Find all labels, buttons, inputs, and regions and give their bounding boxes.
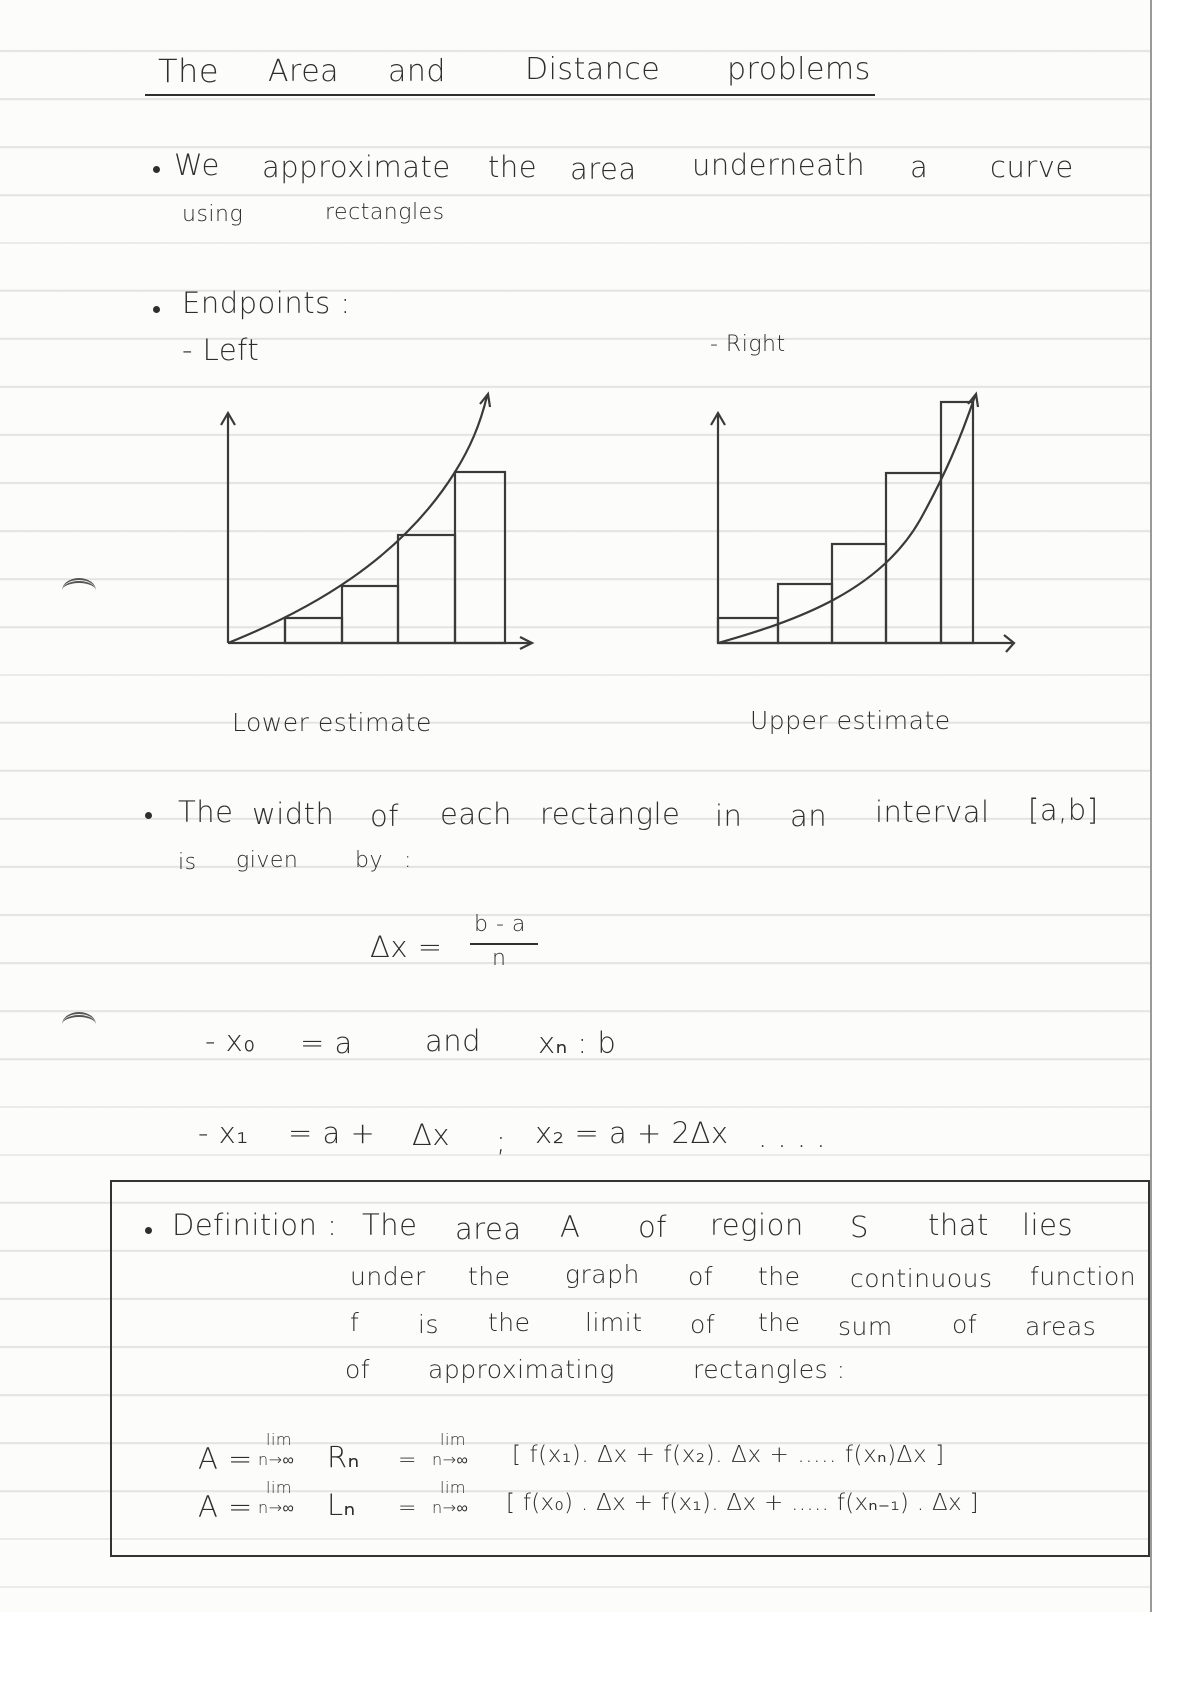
right-rectangle	[832, 544, 886, 643]
definition-word: the	[468, 1262, 511, 1291]
formula-r-lim-sub: n→∞	[258, 1450, 295, 1469]
bullet3-word: in	[715, 799, 743, 833]
title-word: Distance	[525, 52, 661, 87]
definition-word: f	[350, 1308, 360, 1337]
endpoints-label: Endpoints :	[182, 286, 351, 320]
definition-word: rectangles :	[693, 1355, 846, 1384]
definition-word: the	[758, 1308, 801, 1337]
bullet3-word: interval	[875, 795, 990, 829]
definition-box-left	[110, 1180, 112, 1557]
bullet3-word: given	[236, 848, 299, 873]
bullet3-word: :	[404, 848, 412, 873]
bullet3-word: of	[370, 799, 399, 833]
bullet1-word: We	[174, 148, 220, 182]
definition-word: continuous	[850, 1264, 993, 1293]
right-endpoint-graph	[711, 394, 1014, 652]
definition-word: of	[952, 1310, 978, 1339]
right-endpoint-label: - Right	[710, 332, 786, 357]
formula-r-term: Rₙ	[327, 1440, 360, 1474]
definition-word: sum	[838, 1312, 893, 1341]
definition-word: is	[418, 1310, 439, 1339]
bullet1-word: a	[910, 150, 929, 184]
definition-word: limit	[585, 1308, 643, 1337]
x0-value: = a	[300, 1026, 353, 1060]
interval-value: [a,b]	[1028, 793, 1099, 827]
right-rectangle	[718, 618, 778, 643]
definition-word: of	[688, 1262, 714, 1291]
left-graph-curve	[228, 396, 487, 643]
definition-word: under	[350, 1262, 426, 1291]
formula-r-lim: lim	[266, 1430, 292, 1449]
definition-word: that	[928, 1208, 989, 1242]
separator: ;	[496, 1124, 507, 1158]
definition-word: of	[690, 1310, 716, 1339]
bullet1-word: approximate	[262, 150, 451, 184]
left-rectangle	[285, 618, 342, 643]
definition-word: lies	[1022, 1208, 1074, 1242]
definition-word: the	[758, 1262, 801, 1291]
x2-term: x₂ = a + 2Δx	[535, 1116, 729, 1150]
formula-l-lim2: lim	[440, 1478, 466, 1497]
left-rectangle	[398, 535, 455, 643]
definition-word: S	[850, 1210, 869, 1244]
definition-box-bottom	[110, 1555, 1150, 1557]
definition-word: of	[345, 1355, 371, 1384]
definition-word: The	[362, 1208, 418, 1242]
and-word: and	[425, 1024, 482, 1058]
left-rectangle	[342, 586, 398, 643]
formula-r-lhs: A =	[198, 1442, 253, 1476]
right-rectangle	[941, 402, 973, 643]
definition-box-top	[110, 1180, 1150, 1182]
bullet3-word: is	[178, 850, 197, 875]
x1-value: = a +	[288, 1116, 376, 1150]
title-word: Area	[268, 54, 340, 89]
bullet-dot	[145, 812, 152, 819]
fraction-bar	[470, 943, 538, 945]
definition-label: Definition :	[172, 1208, 338, 1242]
bullet3-word: The	[178, 795, 234, 829]
delta-x-term: Δx	[412, 1118, 451, 1152]
bullet1-word: rectangles	[325, 200, 445, 225]
left-endpoint-graph	[221, 394, 532, 649]
formula-r-lim2: lim	[440, 1430, 466, 1449]
definition-word: A	[560, 1210, 581, 1244]
bullet-dot	[145, 1227, 152, 1234]
definition-box-right	[1148, 1180, 1150, 1557]
bullet1-word: using	[182, 202, 244, 227]
formula-r-sum: [ f(x₁). Δx + f(x₂). Δx + ..... f(xₙ)Δx ]	[512, 1442, 945, 1468]
title-word: The	[158, 52, 220, 90]
title-word: and	[388, 54, 446, 89]
ellipsis: . . . .	[758, 1120, 827, 1154]
formula-l-lim-sub: n→∞	[258, 1498, 295, 1517]
formula-l-sum: [ f(x₀) . Δx + f(x₁). Δx + ..... f(xₙ₋₁) . Δx ]	[506, 1490, 979, 1516]
definition-word: area	[455, 1212, 522, 1246]
bullet1-word: underneath	[692, 148, 866, 182]
formula-l-eq: =	[398, 1496, 417, 1521]
bullet3-word: by	[355, 848, 383, 873]
bullet3-word: width	[252, 797, 335, 831]
bullet3-word: rectangle	[540, 797, 681, 831]
bullet3-word: each	[440, 797, 512, 831]
definition-word: graph	[565, 1260, 640, 1289]
right-graph-curve	[718, 396, 975, 643]
bullet3-word: an	[790, 799, 828, 833]
formula-r-eq: =	[398, 1448, 417, 1473]
xn-term: xₙ : b	[538, 1026, 617, 1060]
definition-word: function	[1030, 1262, 1137, 1291]
x1-term: - x₁	[198, 1116, 249, 1150]
delta-x-numerator: b - a	[474, 912, 526, 937]
lower-estimate-caption: Lower estimate	[232, 708, 432, 737]
bullet1-word: the	[488, 150, 538, 184]
bullet1-word: curve	[990, 150, 1074, 184]
upper-estimate-caption: Upper estimate	[750, 706, 951, 735]
definition-word: the	[488, 1308, 531, 1337]
formula-l-lhs: A =	[198, 1490, 253, 1524]
definition-word: approximating	[428, 1355, 615, 1384]
definition-word: areas	[1025, 1312, 1097, 1341]
formula-l-lim2-sub: n→∞	[432, 1498, 469, 1517]
formula-l-lim: lim	[266, 1478, 292, 1497]
definition-word: of	[638, 1210, 667, 1244]
definition-word: region	[710, 1208, 804, 1242]
formula-l-term: Lₙ	[327, 1488, 356, 1522]
x0-term: - x₀	[205, 1024, 256, 1058]
formula-r-lim2-sub: n→∞	[432, 1450, 469, 1469]
bullet1-word: area	[570, 152, 637, 186]
title-word: problems	[727, 52, 871, 87]
left-rectangle	[455, 472, 505, 643]
delta-x-denominator: n	[492, 946, 507, 971]
left-endpoint-label: - Left	[182, 333, 260, 367]
delta-x-lhs: Δx =	[370, 930, 443, 964]
